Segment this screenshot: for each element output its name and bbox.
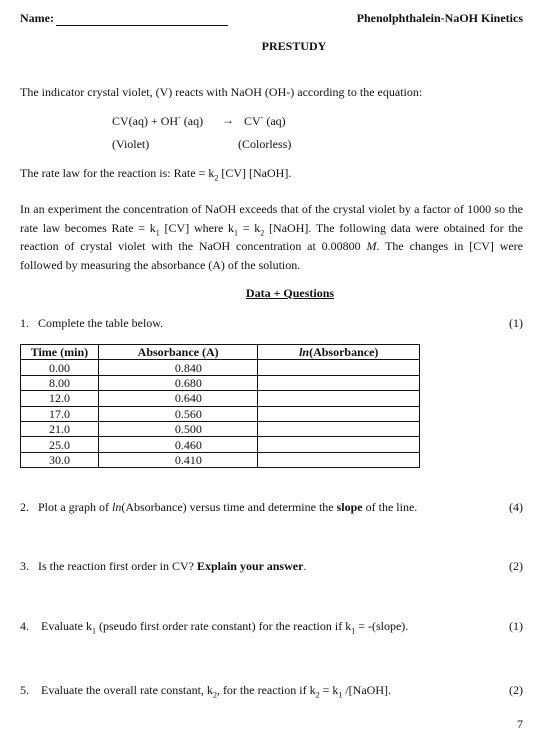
table-row: 17.0 0.560 (21, 406, 420, 421)
document-title: Phenolphthalein-NaOH Kinetics (356, 11, 523, 25)
ln-absorbance-cell[interactable] (258, 421, 420, 436)
question-5-mark: (2) (509, 683, 523, 697)
experiment-paragraph: In an experiment the concentration of NaOH exceeds that of the crystal violet by a factor of 1000 so the rate law becomes Rate = $k_1$ [CV] where $k_1 = k_2$ [NaOH]. The following data were obtained for the reaction of crystal violet with the NaOH concentration at 0.00800 M. The changes in [CV] were followed by measuring the absorbance (A) of the solution. (20, 202, 524, 272)
ln-absorbance-cell[interactable] (258, 452, 420, 467)
page-number: 7 (517, 717, 523, 731)
name-label-row (20, 11, 228, 26)
violet-label: (Violet) (112, 137, 150, 151)
header-absorbance: Absorbance (A) (98, 345, 258, 360)
table-row: 21.0 0.500 (21, 421, 420, 436)
ln-absorbance-cell[interactable] (258, 360, 420, 375)
header-time: Time (min) (21, 345, 99, 360)
equation-left: CV(aq) + OH- (aq) (112, 113, 204, 128)
intro-text: The indicator crystal violet, (V) reacts with NaOH (OH-) according to the equation: (20, 85, 423, 99)
table-header-row (21, 345, 420, 360)
question-1: 1. Complete the table below. (20, 316, 164, 330)
equation-right: CV- (aq) (244, 113, 286, 128)
question-4: 4. Evaluate $k_1$ (pseudo first order rate constant) for the reaction if $k_1$ = -(slope). (20, 619, 409, 636)
table-row: 12.0 0.640 (21, 391, 420, 406)
colorless-label: (Colorless) (238, 137, 292, 151)
rate-law-text: The rate law for the reaction is: Rate = $k_2$ [CV] [NaOH]. (20, 166, 292, 183)
data-table (20, 344, 420, 468)
ln-absorbance-cell[interactable] (258, 391, 420, 406)
ln-absorbance-cell[interactable] (258, 406, 420, 421)
table-row: 30.0 0.410 (21, 452, 420, 467)
ln-absorbance-cell[interactable] (258, 375, 420, 390)
table-row: 8.00 0.680 (21, 375, 420, 390)
reaction-arrow: → (222, 113, 234, 127)
table-row: 0.00 0.840 (21, 360, 420, 375)
question-3-mark: (2) (509, 559, 523, 573)
name-blank-line[interactable] (56, 12, 228, 26)
header-ln-absorbance: ln(Absorbance) (258, 345, 420, 360)
question-3: 3. Is the reaction first order in CV? Explain your answer. (20, 559, 307, 573)
question-4-mark: (1) (509, 619, 523, 633)
table-row: 25.0 0.460 (21, 437, 420, 452)
ln-absorbance-cell[interactable] (258, 437, 420, 452)
question-5: 5. Evaluate the overall rate constant, $k_2$, for the reaction if $k_2 = k_1$ /[NaOH]. (20, 683, 391, 700)
prestudy-heading: PRESTUDY (261, 39, 327, 53)
question-2: 2. Plot a graph of ln(Absorbance) versus time and determine the slope of the line. (20, 500, 418, 514)
question-1-mark: (1) (509, 316, 523, 330)
question-2-mark: (4) (509, 500, 523, 514)
name-label: Name: (20, 11, 54, 25)
section-heading: Data + Questions (245, 286, 335, 300)
